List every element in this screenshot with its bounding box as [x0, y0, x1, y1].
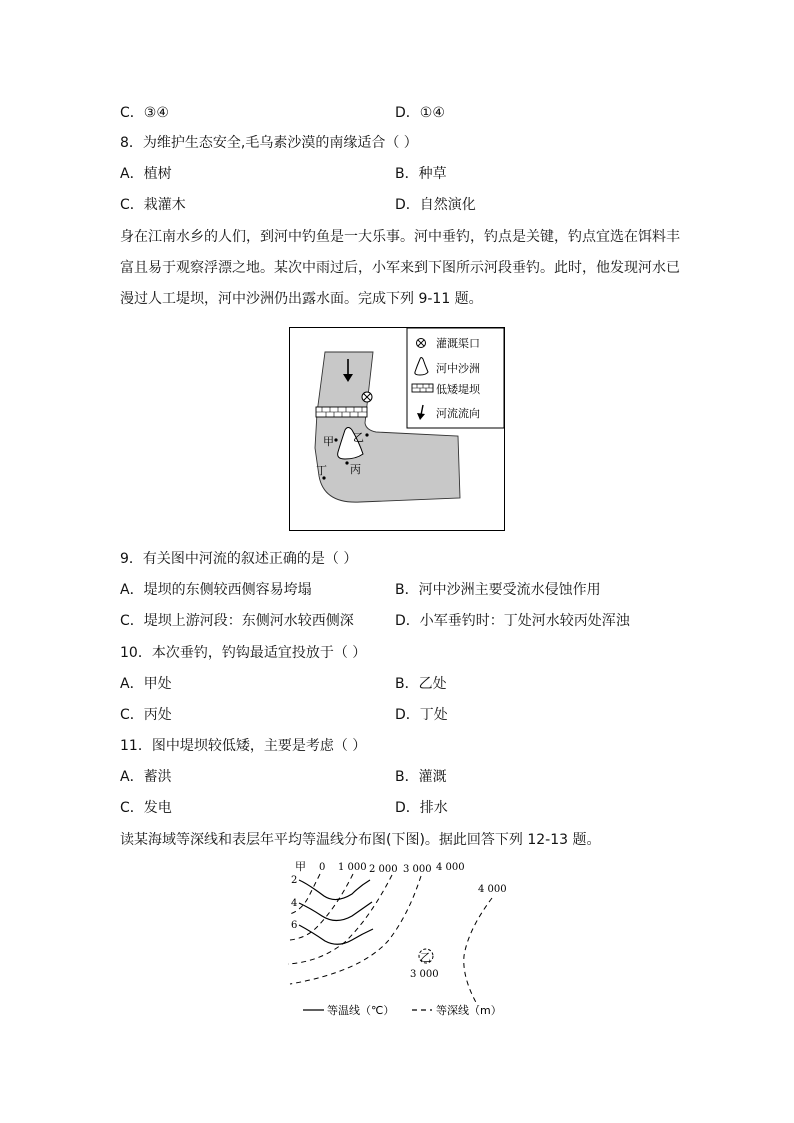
legend-dam-icon — [412, 384, 433, 392]
q8-option-b: B．种草 — [395, 166, 447, 182]
irrigation-outlet-icon — [362, 392, 372, 402]
depth-label-3000-bottom: 3 000 — [410, 969, 439, 980]
q8-option-a: A．植树 — [120, 166, 172, 182]
temp-label-6: 6 — [291, 920, 298, 931]
q11-option-c: C．发电 — [120, 800, 172, 816]
q10-option-a: A．甲处 — [120, 676, 172, 692]
q9-option-b: B．河中沙洲主要受流水侵蚀作用 — [395, 582, 601, 598]
q11-option-b: B．灌溉 — [395, 769, 447, 785]
legend-sandbar-label: 河中沙洲 — [436, 362, 480, 375]
q10-option-c: C．丙处 — [120, 707, 172, 723]
temp-label-4: 4 — [291, 898, 298, 909]
point-jia-label: 甲 — [323, 435, 334, 448]
isobath-3000 — [290, 876, 421, 984]
depth-label-4000-right: 4 000 — [478, 884, 507, 895]
point-yi-label: 乙 — [420, 951, 431, 964]
q8-option-d: D．自然演化 — [395, 197, 476, 213]
q9-option-a: A．堤坝的东侧较西侧容易垮塌 — [120, 582, 312, 598]
isobath-isotherm-figure — [280, 856, 530, 1026]
q7-option-c: C．③④ — [120, 105, 169, 121]
passage1-line1: 身在江南水乡的人们，到河中钓鱼是一大乐事。河中垂钓，钓点是关键，钓点宜选在饵料丰 — [120, 229, 680, 245]
q7-option-d: D．①④ — [395, 105, 445, 121]
passage2-line1: 读某海域等深线和表层年平均等温线分布图(下图)。据此回答下列 12-13 题。 — [120, 832, 601, 848]
q8-stem: 8．为维护生态安全,毛乌素沙漠的南缘适合（ ） — [120, 135, 418, 151]
q9-option-c: C．堤坝上游河段：东侧河水较西侧深 — [120, 613, 354, 629]
legend-isobath-label: 等深线（m） — [436, 1004, 502, 1017]
isobath-isotherm-svg — [280, 856, 530, 1026]
depth-label-0: 0 — [319, 862, 326, 873]
passage1-line2: 富且易于观察浮漂之地。某次中雨过后，小军来到下图所示河段垂钓。此时，他发现河水已 — [120, 260, 680, 276]
label-jia: 甲 — [295, 860, 306, 873]
q10-option-b: B．乙处 — [395, 676, 447, 692]
point-bing-dot — [345, 461, 348, 464]
legend-dam-label: 低矮堤坝 — [436, 383, 480, 396]
temp-label-2: 2 — [291, 875, 298, 886]
river-map-svg — [290, 328, 504, 530]
depth-label-3000: 3 000 — [403, 864, 432, 875]
legend-isotherm-label: 等温线（℃） — [327, 1004, 395, 1017]
point-yi-dot — [365, 433, 368, 436]
isobath-2000 — [288, 875, 392, 964]
q8-option-c: C．栽灌木 — [120, 197, 186, 213]
river-map-figure — [289, 327, 505, 531]
isobath-4000 — [464, 898, 492, 1006]
legend-irrigation-icon — [417, 339, 426, 348]
isobath-1000 — [290, 874, 353, 940]
passage1-line3: 漫过人工堤坝，河中沙洲仍出露水面。完成下列 9-11 题。 — [120, 291, 483, 307]
q11-stem: 11．图中堤坝较低矮，主要是考虑（ ） — [120, 738, 367, 754]
q10-stem: 10．本次垂钓，钓钩最适宜投放于（ ） — [120, 645, 367, 661]
q11-option-a: A．蓄洪 — [120, 769, 172, 785]
point-bing-label: 丙 — [350, 463, 361, 476]
isotherm-6 — [299, 925, 373, 944]
isotherm-4 — [299, 902, 372, 921]
q9-stem: 9．有关图中河流的叙述正确的是（ ） — [120, 551, 358, 567]
depth-label-2000: 2 000 — [369, 864, 398, 875]
q10-option-d: D．丁处 — [395, 707, 448, 723]
point-yi-label: 乙 — [353, 431, 364, 444]
dam-icon — [316, 407, 367, 417]
q9-option-d: D．小军垂钓时：丁处河水较丙处浑浊 — [395, 613, 630, 629]
depth-label-1000: 1 000 — [338, 862, 367, 873]
point-jia-dot — [334, 438, 337, 441]
depth-label-4000-top: 4 000 — [436, 862, 465, 873]
legend-flow-label: 河流流向 — [436, 407, 480, 420]
legend-irrigation-label: 灌溉渠口 — [436, 337, 480, 350]
point-ding-label: 丁 — [316, 464, 327, 477]
isotherm-2 — [299, 880, 370, 900]
q11-option-d: D．排水 — [395, 800, 448, 816]
